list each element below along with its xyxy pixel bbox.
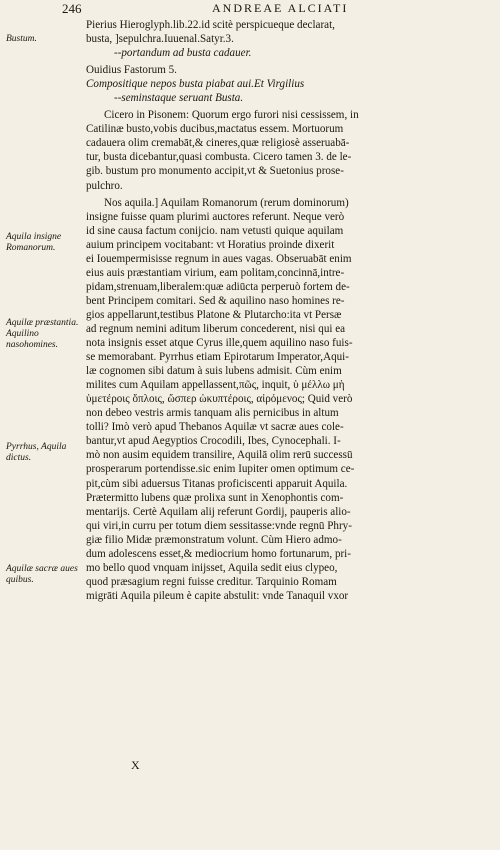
text-line: pidam,strenuam,liberalem:quæ adiūcta perperuò fortem de- [86, 280, 350, 293]
text-line: pulchro. [86, 179, 123, 192]
running-title: ANDREAE ALCIATI [212, 1, 349, 15]
text-line: nota insignis esset atque Cyrus ille,quem aquilino naso fuis- [86, 337, 353, 350]
main-text [86, 18, 492, 603]
text-line: eius auis præstantiam virium, eam politam,concinnā,intre- [86, 266, 345, 279]
text-line: qui viri,in curru per totum diem sessitasse:vnde regnū Phry- [86, 519, 352, 532]
text-line: Cicero in Pisonem: Quorum ergo furori nisi cessissem, in [104, 109, 359, 122]
text-line: mò non ausim equidem transilire, Aquilā olim rerū successū [86, 449, 353, 462]
text-line: gios appellarunt,testibus Platone & Plutarcho:ita vt Persæ [86, 308, 342, 321]
text-line: mentarijs. Certè Aquilam alij referunt Gordij, pauperis alio- [86, 505, 351, 518]
text-line: bent Principem comitari. Sed & aquilino naso homines re- [86, 294, 345, 307]
text-line: Ouidius Fastorum 5. [86, 64, 177, 77]
page-number: 246 [62, 1, 82, 16]
text-line: pit,cùm sibi aduersus Titanas proficiscenti apparuit Aquila. [86, 477, 348, 490]
text-line: ὑμετέροις ὅπλοις, ὥσπερ ὠκυπτέροις, αἰρόμενος; Quid verò [86, 393, 353, 406]
text-line: milites cum Aquilam appellassent,πῶς, inquit, ὑ μέλλω μὴ [86, 379, 345, 392]
text-line: insigne fuisse quam plurimi auctores referunt. Neque verò [86, 210, 345, 223]
text-line: tolli? Imò verò apud Thebanos Aquilæ vt sacræ aues cole- [86, 421, 344, 434]
text-line: cadauera olim cremabāt,& cineres,quæ religiosè asseruabā- [86, 137, 350, 150]
text-line: prosperarum portendisse.sic enim Iupiter omen optimum ce- [86, 463, 355, 476]
text-line: læ cognomen sibi datum à suis lubens admisit. Cùm enim [86, 365, 342, 378]
text-line: Prætermitto lubens quæ prolixa sunt in Xenophontis com- [86, 491, 344, 504]
text-line: giæ filio Midæ præmonstratum volunt. Cùm Hiero admo- [86, 533, 342, 546]
text-line: non debeo vestris armis tanquam alis pernicibus in altum [86, 407, 339, 420]
text-line: gib. bustum pro monumento accipit,vt & Suetonius prose- [86, 165, 344, 178]
text-line: --portandum ad busta cadauer. [114, 47, 252, 60]
text-line: auium principem vocitabant: vt Horatius proinde dixerit [86, 238, 335, 251]
text-line: id sine causa factum conijcio. nam vetusti quique aquilam [86, 224, 344, 237]
text-line: Catilinæ busto,vobis ducibus,mactatus essem. Mortuorum [86, 123, 344, 136]
text-line: bantur,vt apud Aegyptios Crocodili, Ibes, Cynocephali. I- [86, 435, 341, 448]
text-line: mo bello quod vnquam inijsset, Aquila sedit eius clypeo, [86, 561, 338, 574]
text-line: Compositique nepos busta piabat aui.Et Virgilius [86, 78, 305, 91]
text-line: ei Iouempermisisse regnum in aues vagas. Obseruabāt enim [86, 252, 352, 265]
text-line: migrāti Aquila pileum è capite abstulit: vnde Tanaquil vxor [86, 589, 349, 602]
text-line: se memorabant. Pyrrhus etiam Epirotarum Imperator,Aqui- [86, 351, 349, 364]
text-line: --seminstaque seruant Busta. [114, 92, 244, 105]
margin-note: Aquilæ præstantia. Aquilino nasohomines. [6, 318, 79, 350]
margin-note: Aquilæ sacræ aues quibus. [6, 564, 78, 585]
text-line: Nos aquila.] Aquilam Romanorum (rerum dominorum) [104, 196, 349, 209]
margin-note: Bustum. [6, 34, 37, 44]
text-line: Pierius Hieroglyph.lib.22.id scitè perspicueque declarat, [86, 19, 335, 31]
text-line: tur, busta dicebantur,quasi combusta. Cicero tamen 3. de le- [86, 151, 352, 164]
text-line: dum adolescens esset,& mediocrium homo fortunarum, pri- [86, 547, 351, 560]
text-line: busta, ]sepulchra.Iuuenal.Satyr.3. [86, 33, 234, 46]
margin-note: Aquila insigne Romanorum. [6, 232, 62, 253]
margin-note: Pyrrhus, Aquila dictus. [6, 442, 67, 463]
text-line: quod præsagium regni fuisse creditur. Tarquinio Romam [86, 575, 337, 588]
margin-notes [0, 0, 90, 850]
catchword: X [131, 758, 140, 772]
text-line: ad regnum nemini aditum liberum concederent, nisi qui ea [86, 322, 346, 335]
